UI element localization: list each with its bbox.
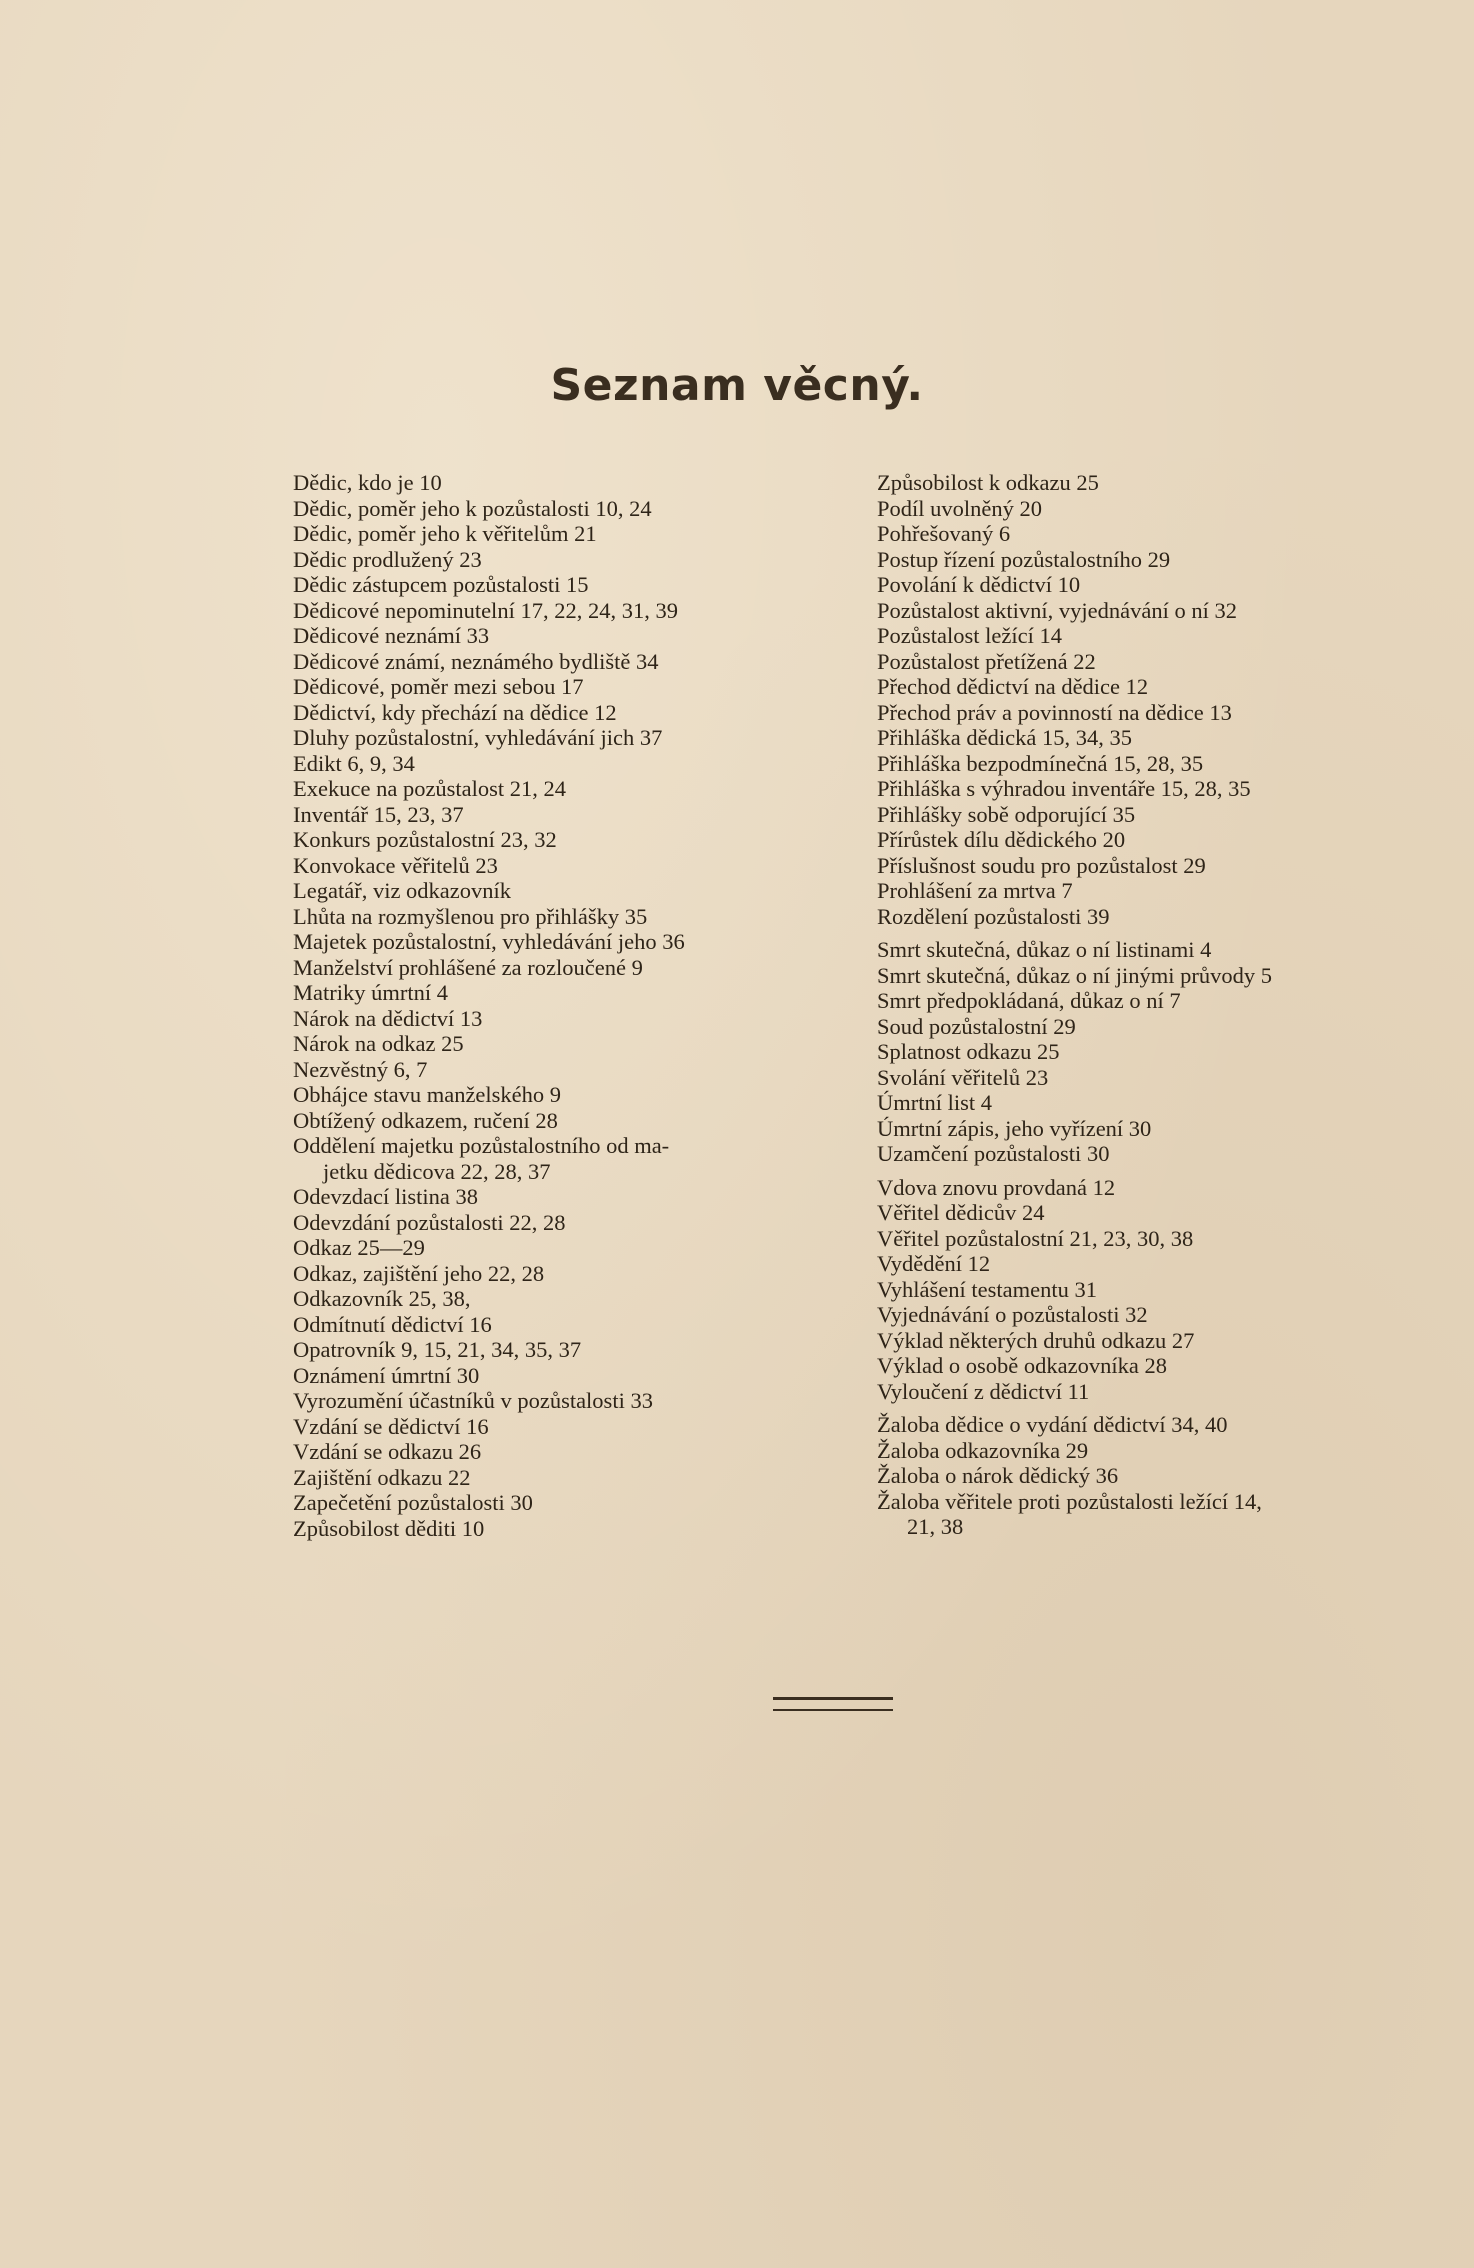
- index-entry-text: Pozůstalost ležící 14: [877, 623, 1062, 648]
- index-entry: [877, 853, 1417, 879]
- index-entry-text: Oznámení úmrtní 30: [293, 1362, 480, 1388]
- index-entry: [877, 1175, 1417, 1201]
- index-entry: [877, 988, 1417, 1014]
- index-entry-text: Manželství prohlášené za rozloučené 9: [293, 954, 643, 980]
- index-entry-text: Dědicové neznámí 33: [293, 623, 490, 648]
- index-entry-text: Příslušnost soudu pro pozůstalost 29: [877, 852, 1206, 878]
- index-entry: [293, 725, 853, 751]
- index-entry: [293, 1388, 853, 1414]
- index-entry-text: Prohlášení za mrtva 7: [877, 878, 1073, 903]
- index-entry-text: Dědicové nepominutelní 17, 22, 24, 31, 39: [293, 597, 678, 623]
- index-entry-text: Dědicové, poměr mezi sebou 17: [293, 674, 584, 699]
- index-entry: [293, 1082, 853, 1108]
- index-entry: [293, 1337, 853, 1363]
- index-entry-text: Přechod práv a povinností na dědice 13: [877, 699, 1232, 725]
- index-entry-text: Dědic, poměr jeho k pozůstalosti 10, 24: [293, 495, 652, 521]
- index-entry: [293, 521, 853, 547]
- index-entry: [877, 776, 1417, 802]
- index-entry-text: Žaloba o nárok dědický 36: [877, 1463, 1119, 1488]
- index-entry: [293, 700, 853, 726]
- index-entry-text: Odkaz 25—29: [293, 1235, 425, 1260]
- index-entry-text: Věřitel dědicův 24: [877, 1200, 1045, 1225]
- index-entry-text: Přihláška dědická 15, 34, 35: [877, 725, 1132, 750]
- index-entry: [877, 1039, 1417, 1065]
- index-entry-text: Přechod dědictví na dědice 12: [877, 674, 1149, 699]
- index-entry-text: Přihláška bezpodmínečná 15, 28, 35: [877, 750, 1204, 776]
- index-entry: [877, 598, 1417, 624]
- index-entry-text: Edikt 6, 9, 34: [293, 750, 415, 776]
- index-entry-text: Zapečetění pozůstalosti 30: [293, 1490, 533, 1515]
- index-entry: [293, 1490, 853, 1516]
- index-entry-text: Smrt skutečná, důkaz o ní jinými průvody 5: [877, 962, 1272, 988]
- index-entry: [293, 1184, 853, 1210]
- index-entry: [293, 853, 853, 879]
- index-entry: [293, 1235, 853, 1261]
- index-entry: [877, 623, 1417, 649]
- index-entry-text: Opatrovník 9, 15, 21, 34, 35, 37: [293, 1337, 582, 1362]
- index-entry-text: Nárok na odkaz 25: [293, 1031, 464, 1056]
- index-entry-text: Vyloučení z dědictví 11: [877, 1378, 1090, 1404]
- index-entry-text: Soud pozůstalostní 29: [877, 1013, 1076, 1039]
- index-entry-text: Podíl uvolněný 20: [877, 495, 1043, 521]
- index-entry: [877, 1412, 1417, 1438]
- index-entry-text: Přihláška s výhradou inventáře 15, 28, 35: [877, 776, 1251, 801]
- index-entry: [877, 470, 1417, 496]
- index-entry-text: Nárok na dědictví 13: [293, 1005, 483, 1031]
- index-entry: [293, 1210, 853, 1236]
- index-entry: [877, 1438, 1417, 1464]
- index-entry-text: Odkazovník 25, 38,: [293, 1286, 471, 1311]
- index-entry-text: Způsobilost děditi 10: [293, 1515, 485, 1541]
- index-entry-text: Obhájce stavu manželského 9: [293, 1082, 562, 1107]
- index-entry-text: Dědic, kdo je 10: [293, 470, 442, 495]
- index-entry: [293, 547, 853, 573]
- index-entry-text: Vydědění 12: [877, 1251, 991, 1276]
- index-entry-text: Vzdání se dědictví 16: [293, 1413, 489, 1439]
- index-entry: [293, 802, 853, 828]
- index-entry: [877, 1251, 1417, 1277]
- index-entry: [293, 1261, 853, 1287]
- index-entry-text: Vdova znovu provdaná 12: [877, 1174, 1116, 1200]
- index-entry-text: Dědic prodlužený 23: [293, 546, 482, 572]
- index-entry-text: Žaloba odkazovníka 29: [877, 1437, 1089, 1463]
- index-entry: [293, 1108, 853, 1134]
- index-entry: [293, 827, 853, 853]
- index-entry-text: Postup řízení pozůstalostního 29: [877, 546, 1171, 572]
- index-entry: [877, 937, 1417, 963]
- index-entry: [293, 674, 853, 700]
- index-entry: [877, 547, 1417, 573]
- index-entry: [293, 776, 853, 802]
- index-entry: [877, 1200, 1417, 1226]
- index-entry: [877, 1379, 1417, 1405]
- index-entry-text: Vyrozumění účastníků v pozůstalosti 33: [293, 1388, 653, 1413]
- index-entry: [877, 1328, 1417, 1354]
- index-entry: [877, 802, 1417, 828]
- index-entry-text: Svolání věřitelů 23: [877, 1064, 1049, 1090]
- index-entry: [293, 470, 853, 496]
- index-entry: [293, 1057, 853, 1083]
- index-entry-text: Exekuce na pozůstalost 21, 24: [293, 776, 567, 801]
- index-entry: [877, 496, 1417, 522]
- index-entry: [877, 963, 1417, 989]
- index-entry-text: Povolání k dědictví 10: [877, 572, 1081, 597]
- index-entry: [877, 878, 1417, 904]
- index-entry: [877, 1302, 1417, 1328]
- index-entry-text: Vyjednávání o pozůstalosti 32: [877, 1302, 1148, 1327]
- index-entry: [877, 1463, 1417, 1489]
- index-entry: [877, 1116, 1417, 1142]
- index-entry: [293, 1516, 853, 1542]
- index-entry-text: Majetek pozůstalostní, vyhledávání jeho 36: [293, 929, 685, 954]
- index-entry-text: Odevzdání pozůstalosti 22, 28: [293, 1209, 566, 1235]
- index-entry-text: Odevzdací listina 38: [293, 1184, 478, 1209]
- index-entry-text: Uzamčení pozůstalosti 30: [877, 1141, 1110, 1166]
- index-entry: [877, 904, 1417, 930]
- index-entry-continuation: 21, 38: [907, 1514, 964, 1539]
- index-entry-text: Přihlášky sobě odporující 35: [877, 801, 1136, 827]
- index-entry-text: Věřitel pozůstalostní 21, 23, 30, 38: [877, 1225, 1194, 1251]
- index-entry: [293, 1133, 853, 1184]
- index-entry-text: Konkurs pozůstalostní 23, 32: [293, 827, 557, 852]
- index-entry: [293, 1363, 853, 1389]
- page-title: Seznam věcný.: [550, 360, 924, 411]
- index-entry: [877, 827, 1417, 853]
- index-entry-text: Způsobilost k odkazu 25: [877, 470, 1099, 495]
- index-entry: [293, 598, 853, 624]
- index-entry-text: Lhůta na rozmyšlenou pro přihlášky 35: [293, 903, 648, 929]
- index-entry: [877, 649, 1417, 675]
- index-entry: [877, 1353, 1417, 1379]
- index-entry: [293, 1439, 853, 1465]
- index-entry-text: Dědic zástupcem pozůstalosti 15: [293, 572, 589, 597]
- index-entry-text: Žaloba dědice o vydání dědictví 34, 40: [877, 1412, 1228, 1437]
- index-entry-text: Dluhy pozůstalostní, vyhledávání jich 37: [293, 725, 663, 750]
- index-entry: [293, 878, 853, 904]
- index-entry: [877, 1065, 1417, 1091]
- index-entry-text: Zajištění odkazu 22: [293, 1464, 471, 1490]
- index-entry: [877, 1277, 1417, 1303]
- index-entry-text: Dědictví, kdy přechází na dědice 12: [293, 699, 617, 725]
- index-entry: [293, 623, 853, 649]
- index-entry-text: Splatnost odkazu 25: [877, 1039, 1060, 1064]
- index-entry-text: Přírůstek dílu dědického 20: [877, 827, 1126, 852]
- index-entry: [293, 751, 853, 777]
- index-entry: [877, 572, 1417, 598]
- index-entry-text: Konvokace věřitelů 23: [293, 852, 498, 878]
- index-entry: [293, 1312, 853, 1338]
- index-entry-text: Inventář 15, 23, 37: [293, 801, 464, 827]
- index-entry-text: Výklad o osobě odkazovníka 28: [877, 1353, 1167, 1378]
- index-entry: [293, 955, 853, 981]
- index-entry: [877, 1226, 1417, 1252]
- index-entry-text: Obtížený odkazem, ručení 28: [293, 1107, 558, 1133]
- index-entry: [877, 1090, 1417, 1116]
- index-entry-text: Pozůstalost přetížená 22: [877, 648, 1096, 674]
- end-rule-divider: [773, 1697, 893, 1711]
- index-entry: [293, 929, 853, 955]
- index-column-right: [877, 470, 1417, 1540]
- index-entry-text: Smrt předpokládaná, důkaz o ní 7: [877, 988, 1181, 1013]
- index-entry-text: Legatář, viz odkazovník: [293, 878, 512, 903]
- index-entry: [293, 649, 853, 675]
- index-entry-text: Smrt skutečná, důkaz o ní listinami 4: [877, 937, 1212, 962]
- index-entry: [293, 1286, 853, 1312]
- index-entry: [877, 751, 1417, 777]
- index-entry-text: Pohřešovaný 6: [877, 521, 1011, 546]
- index-entry-text: Matriky úmrtní 4: [293, 980, 448, 1005]
- index-entry: [293, 1414, 853, 1440]
- index-entry-text: Výklad některých druhů odkazu 27: [877, 1327, 1195, 1353]
- index-entry-text: Nezvěstný 6, 7: [293, 1056, 428, 1082]
- index-entry: [877, 725, 1417, 751]
- index-entry-text: Dědic, poměr jeho k věřitelům 21: [293, 521, 597, 546]
- index-entry-text: Pozůstalost aktivní, vyjednávání o ní 32: [877, 597, 1237, 623]
- index-entry-text: Odmítnutí dědictví 16: [293, 1311, 492, 1337]
- index-entry-text: Vyhlášení testamentu 31: [877, 1276, 1097, 1302]
- index-entry: [877, 700, 1417, 726]
- index-entry-text: Oddělení majetku pozůstalostního od ma-: [293, 1133, 670, 1158]
- index-entry: [293, 1031, 853, 1057]
- index-entry: [877, 1141, 1417, 1167]
- index-entry: [293, 904, 853, 930]
- index-entry: [877, 674, 1417, 700]
- index-entry-text: Úmrtní zápis, jeho vyřízení 30: [877, 1115, 1152, 1141]
- index-column-left: [293, 470, 853, 1541]
- index-entry: [877, 1489, 1417, 1540]
- index-entry-text: Žaloba věřitele proti pozůstalosti ležící 14,: [877, 1488, 1262, 1514]
- index-entry-text: Dědicové známí, neznámého bydliště 34: [293, 648, 659, 674]
- index-entry: [293, 980, 853, 1006]
- index-entry: [877, 1014, 1417, 1040]
- index-entry-text: Rozdělení pozůstalosti 39: [877, 903, 1110, 929]
- index-entry-text: Vzdání se odkazu 26: [293, 1439, 482, 1464]
- index-entry-continuation: jetku dědicova 22, 28, 37: [323, 1158, 551, 1184]
- index-entry: [293, 496, 853, 522]
- index-entry: [293, 1465, 853, 1491]
- index-entry: [293, 1006, 853, 1032]
- index-entry: [877, 521, 1417, 547]
- index-entry: [293, 572, 853, 598]
- index-entry-text: Odkaz, zajištění jeho 22, 28: [293, 1260, 545, 1286]
- index-entry-text: Úmrtní list 4: [877, 1090, 993, 1115]
